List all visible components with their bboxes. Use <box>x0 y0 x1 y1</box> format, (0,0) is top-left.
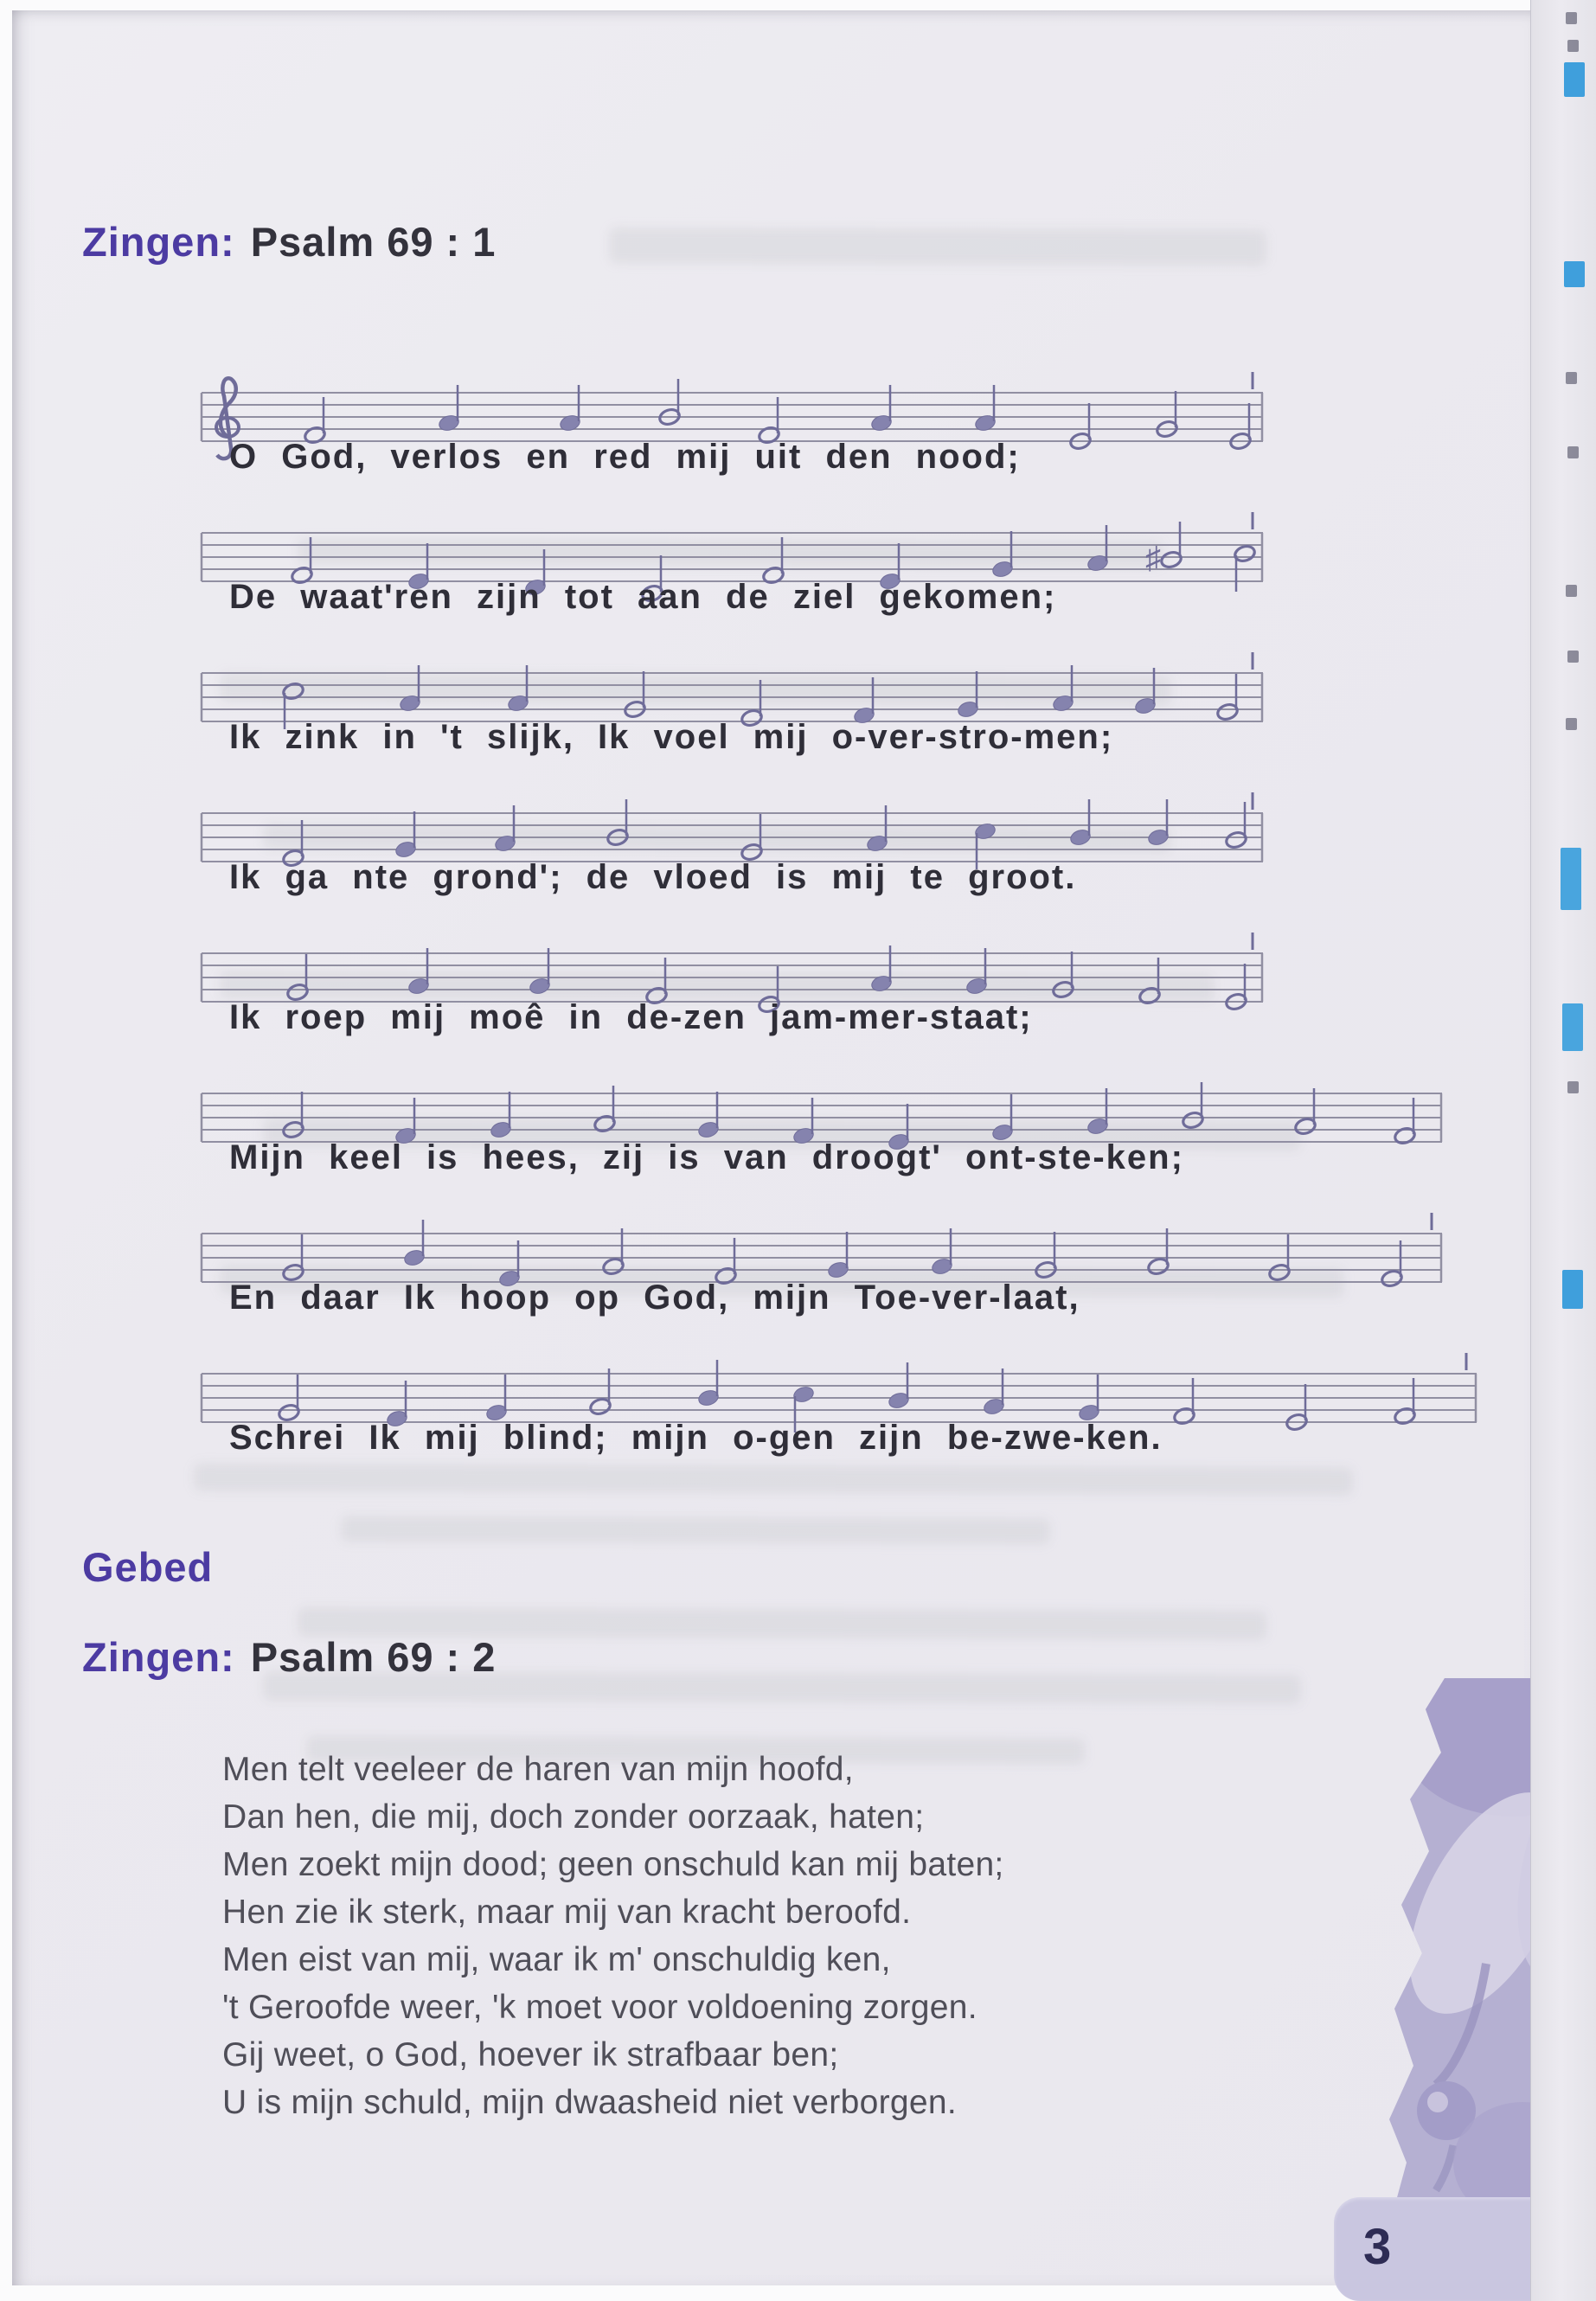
edge-cyan-mark <box>1561 848 1581 910</box>
gebed-label: Gebed <box>82 1544 214 1590</box>
music-system-4 <box>198 775 1265 905</box>
edge-print-mark <box>1567 651 1579 663</box>
zingen-heading-2 <box>82 1633 496 1681</box>
edge-print-mark <box>1567 446 1579 458</box>
music-system-8 <box>198 1336 1478 1465</box>
music-system-5 <box>198 915 1265 1045</box>
lyric-line-3: Ik zink in 't slijk, Ik voel mij o-ver-stro-men; <box>229 718 1114 756</box>
scanned-booklet-page <box>12 10 1531 2285</box>
zingen-label: Zingen: <box>82 219 235 265</box>
lyric-line-6: Mijn keel is hees, zij is van droogt' ont-ste-ken; <box>229 1138 1184 1176</box>
bleedthrough-smudge <box>341 1516 1050 1545</box>
gebed-heading <box>82 1543 213 1591</box>
edge-cyan-mark <box>1562 1003 1583 1051</box>
verse-line-6: 't Geroofde weer, 'k moet voor voldoening zorgen. <box>222 1989 977 2026</box>
music-system-2 <box>198 495 1265 625</box>
zingen-label: Zingen: <box>82 1634 235 1680</box>
music-system-1 <box>198 355 1265 484</box>
edge-cyan-mark <box>1562 1270 1583 1309</box>
lyric-line-8: Schrei Ik mij blind; mijn o-gen zijn be-zwe-ken. <box>229 1419 1163 1457</box>
bleedthrough-smudge <box>609 228 1266 266</box>
lyric-line-2: De waat'ren zijn tot aan de ziel gekomen; <box>229 578 1057 616</box>
next-page-edge <box>1530 0 1596 2301</box>
lyric-line-7: En daar Ik hoop op God, mijn Toe-ver-laat, <box>229 1279 1080 1317</box>
psalm-reference: Psalm 69 : 2 <box>250 1634 497 1680</box>
psalm-reference: Psalm 69 : 1 <box>250 219 497 265</box>
edge-print-mark <box>1567 1081 1579 1093</box>
lyric-line-4: Ik ga nte grond'; de vloed is mij te groot. <box>229 858 1077 896</box>
verse-line-3: Men zoekt mijn dood; geen onschuld kan mij baten; <box>222 1846 1004 1883</box>
lyric-line-5: Ik roep mij moê in de-zen jam-mer-staat; <box>229 998 1033 1036</box>
verse-line-2: Dan hen, die mij, doch zonder oorzaak, haten; <box>222 1798 925 1836</box>
music-system-7 <box>198 1195 1444 1325</box>
music-system-3 <box>198 635 1265 765</box>
edge-print-mark <box>1566 718 1577 730</box>
edge-print-mark <box>1566 12 1577 24</box>
edge-cyan-mark <box>1564 261 1585 287</box>
verse-line-7: Gij weet, o God, hoever ik strafbaar ben; <box>222 2036 839 2073</box>
edge-print-mark <box>1566 585 1577 597</box>
verse-block <box>222 1746 1004 2126</box>
zingen-heading-1 <box>82 218 496 266</box>
verse-line-1: Men telt veeleer de haren van mijn hoofd, <box>222 1751 854 1788</box>
lyric-line-1: O God, verlos en red mij uit den nood; <box>229 438 1021 476</box>
music-system-6 <box>198 1055 1444 1185</box>
edge-print-mark <box>1567 40 1579 52</box>
edge-print-mark <box>1566 372 1577 384</box>
page-number: 3 <box>1363 2219 1392 2275</box>
verse-line-4: Hen zie ik sterk, maar mij van kracht beroofd. <box>222 1894 912 1931</box>
svg-text:♯: ♯ <box>1145 540 1161 575</box>
verse-line-5: Men eist van mij, waar ik m' onschuldig ken, <box>222 1941 891 1978</box>
bleedthrough-smudge <box>194 1464 1353 1496</box>
verse-line-8: U is mijn schuld, mijn dwaasheid niet verborgen. <box>222 2084 957 2121</box>
edge-cyan-mark <box>1564 62 1585 97</box>
